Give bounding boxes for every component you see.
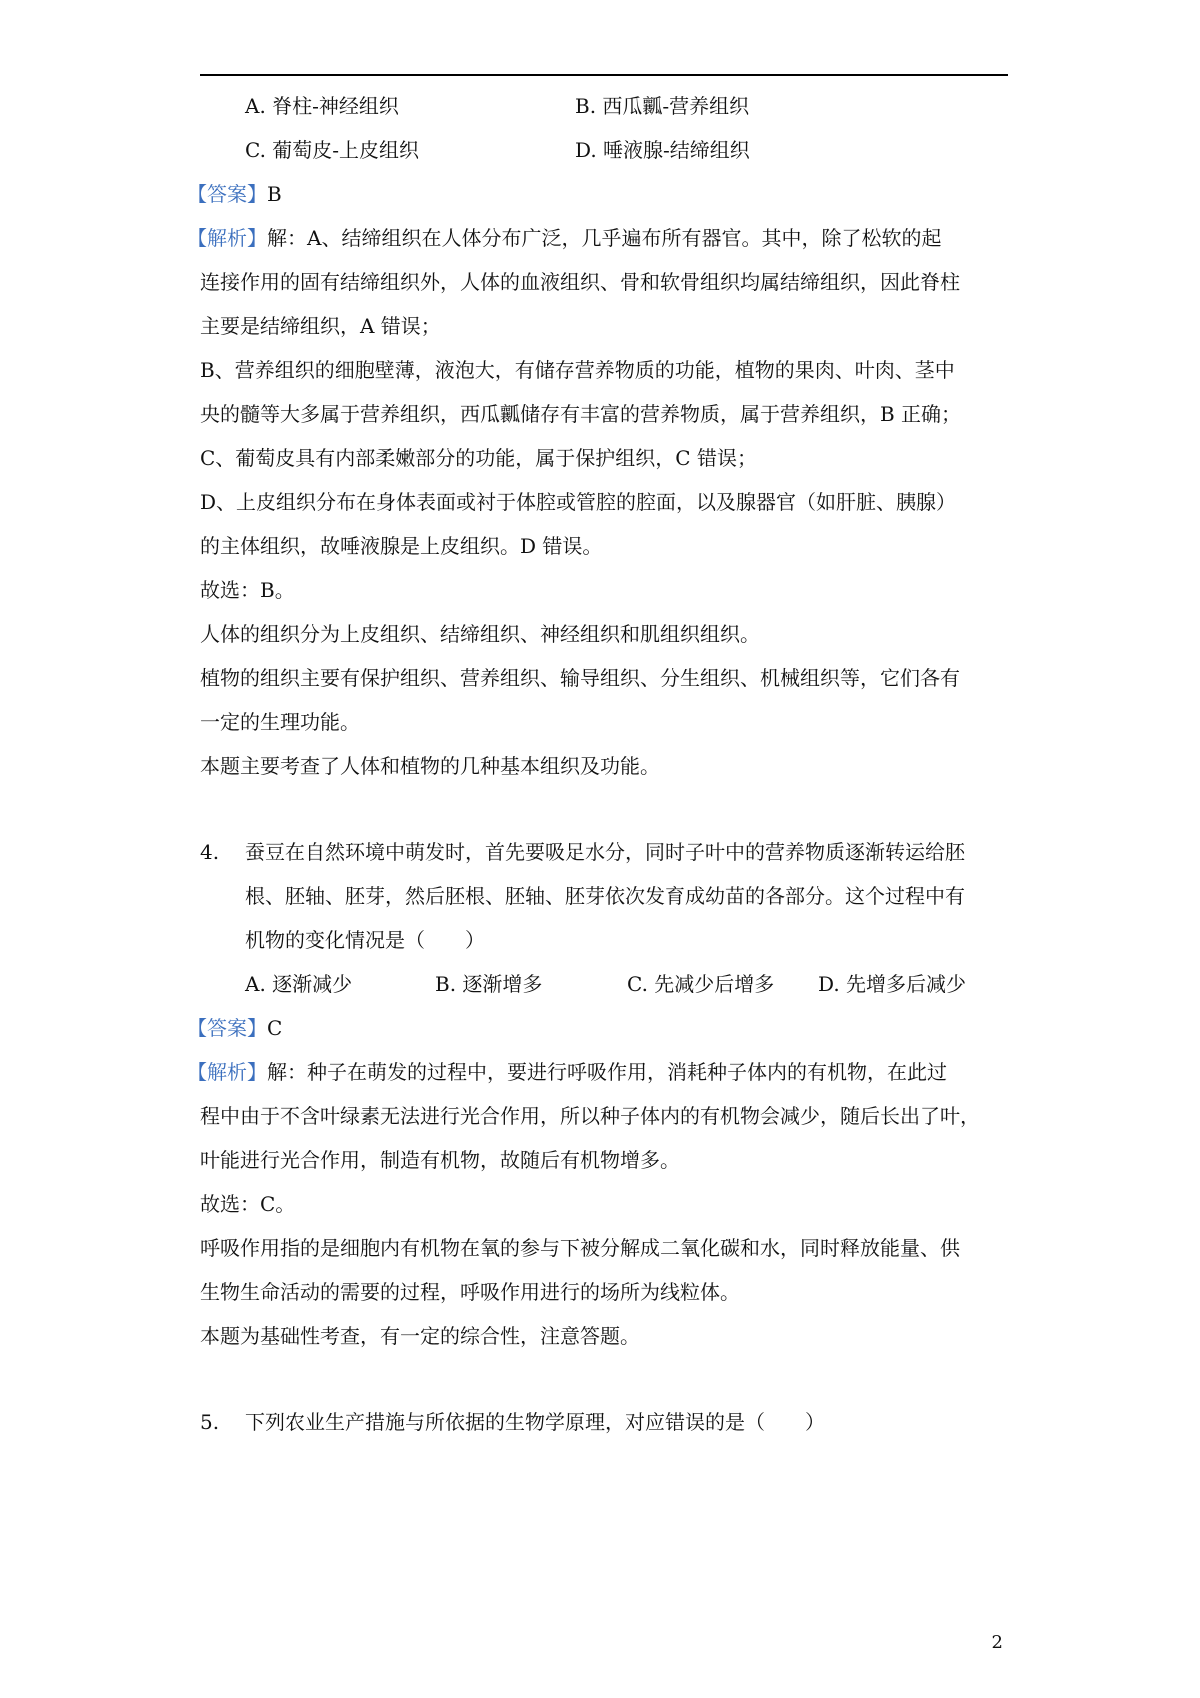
- q4-analysis-line: 叶能进行光合作用，制造有机物，故随后有机物增多。: [200, 1148, 680, 1172]
- q3-analysis-line: B、营养组织的细胞壁薄，液泡大，有储存营养物质的功能，植物的果肉、叶肉、茎中: [200, 358, 955, 382]
- q5-stem: 下列农业生产措施与所依据的生物学原理，对应错误的是（ ）: [245, 1410, 825, 1434]
- analysis-tag: 【解析】: [187, 1060, 267, 1084]
- q3-analysis-line: 故选：B。: [200, 578, 295, 602]
- analysis-text: 解：A、结缔组织在人体分布广泛，几乎遍布所有器官。其中，除了松软的起: [267, 226, 942, 250]
- q4-analysis-line: 本题为基础性考查，有一定的综合性，注意答题。: [200, 1324, 640, 1348]
- q4-number: 4.: [200, 840, 220, 864]
- q3-analysis-line: 一定的生理功能。: [200, 710, 360, 734]
- analysis-tag: 【解析】: [187, 226, 267, 250]
- q4-option-a: A. 逐渐减少: [245, 972, 353, 996]
- answer-tag: 【答案】: [187, 1016, 267, 1040]
- page-number: 2: [991, 1632, 1003, 1653]
- q3-analysis-line: D、上皮组织分布在身体表面或衬于体腔或管腔的腔面，以及腺器官（如肝脏、胰腺）: [200, 490, 957, 514]
- q4-analysis-line: [187, 1058, 947, 1086]
- q3-analysis-line: C、葡萄皮具有内部柔嫩部分的功能，属于保护组织，C 错误；: [200, 446, 757, 470]
- q3-analysis-line: 主要是结缔组织，A 错误；: [200, 314, 441, 338]
- q3-answer: [187, 180, 282, 208]
- q3-option-b: B. 西瓜瓤-营养组织: [575, 94, 750, 118]
- analysis-text: 解：种子在萌发的过程中，要进行呼吸作用，消耗种子体内的有机物，在此过: [267, 1060, 947, 1084]
- q3-analysis-line: 的主体组织，故唾液腺是上皮组织。D 错误。: [200, 534, 603, 558]
- q4-stem-line: 机物的变化情况是（ ）: [245, 928, 485, 952]
- q3-analysis-line: 植物的组织主要有保护组织、营养组织、输导组织、分生组织、机械组织等，它们各有: [200, 666, 960, 690]
- q4-option-b: B. 逐渐增多: [435, 972, 543, 996]
- q3-analysis-line: 连接作用的固有结缔组织外，人体的血液组织、骨和软骨组织均属结缔组织，因此脊柱: [200, 270, 960, 294]
- q3-option-a: A. 脊柱-神经组织: [245, 94, 399, 118]
- q3-analysis-line: 人体的组织分为上皮组织、结缔组织、神经组织和肌组织组织。: [200, 622, 760, 646]
- answer-value: C: [267, 1016, 283, 1040]
- q3-analysis-line: 央的髓等大多属于营养组织，西瓜瓤储存有丰富的营养物质，属于营养组织，B 正确；: [200, 402, 962, 426]
- q4-stem-line: 蚕豆在自然环境中萌发时，首先要吸足水分，同时子叶中的营养物质逐渐转运给胚: [245, 840, 965, 864]
- header-rule: [200, 74, 1008, 76]
- q3-analysis-line: [187, 224, 941, 252]
- q4-option-d: D. 先增多后减少: [818, 972, 967, 996]
- q4-stem-line: 根、胚轴、胚芽，然后胚根、胚轴、胚芽依次发育成幼苗的各部分。这个过程中有: [245, 884, 965, 908]
- q3-analysis-line: 本题主要考查了人体和植物的几种基本组织及功能。: [200, 754, 660, 778]
- q4-answer: [187, 1014, 282, 1042]
- q4-option-c: C. 先减少后增多: [627, 972, 775, 996]
- q3-option-c: C. 葡萄皮-上皮组织: [245, 138, 420, 162]
- q4-analysis-line: 呼吸作用指的是细胞内有机物在氧的参与下被分解成二氧化碳和水，同时释放能量、供: [200, 1236, 960, 1260]
- q4-analysis-line: 生物生命活动的需要的过程，呼吸作用进行的场所为线粒体。: [200, 1280, 740, 1304]
- q5-number: 5.: [200, 1410, 220, 1434]
- q3-option-d: D. 唾液腺-结缔组织: [575, 138, 750, 162]
- answer-value: B: [267, 182, 282, 206]
- answer-tag: 【答案】: [187, 182, 267, 206]
- q4-analysis-line: 程中由于不含叶绿素无法进行光合作用，所以种子体内的有机物会减少，随后长出了叶，: [200, 1104, 980, 1128]
- q4-analysis-line: 故选：C。: [200, 1192, 296, 1216]
